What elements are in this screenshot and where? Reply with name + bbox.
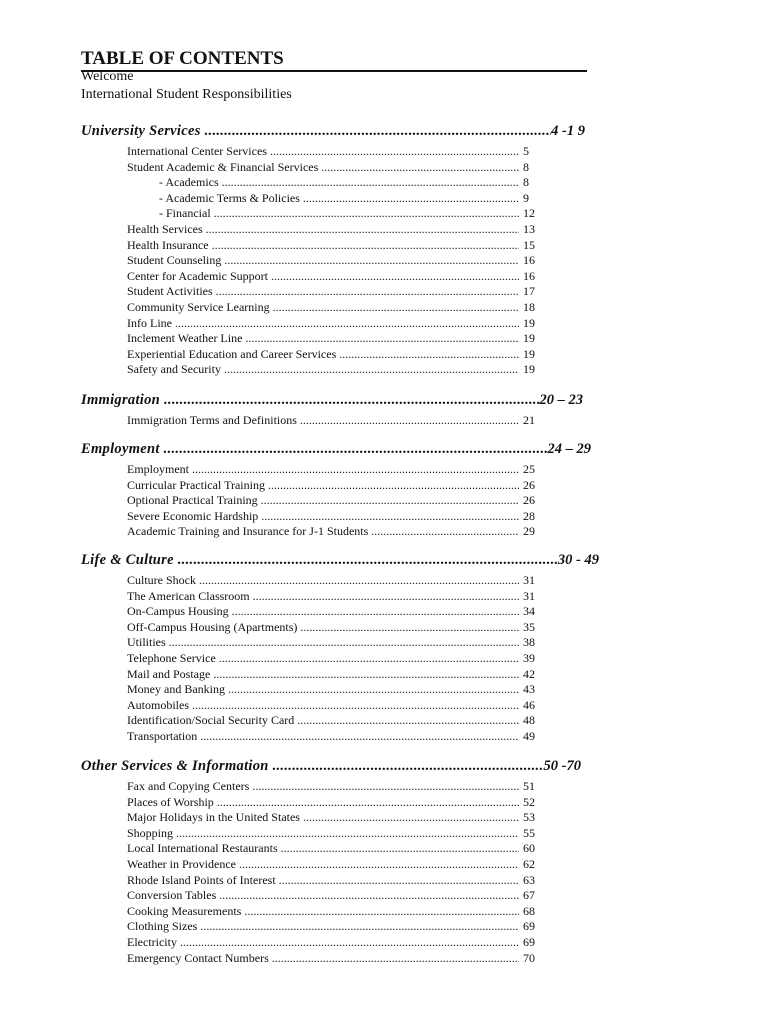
entry-list bbox=[127, 413, 583, 429]
section-heading-pages: 50 -70 bbox=[543, 758, 581, 774]
toc-entry-label: Conversion Tables ..... bbox=[127, 888, 519, 904]
toc-entry[interactable] bbox=[127, 175, 547, 191]
toc-entry[interactable] bbox=[127, 509, 547, 525]
toc-entry[interactable] bbox=[127, 478, 547, 494]
toc-entry[interactable] bbox=[127, 667, 547, 683]
toc-entry-label: Community Service Learning ..... bbox=[127, 300, 519, 316]
toc-entry-page: 29 bbox=[523, 524, 535, 539]
toc-entry-label: - Academic Terms & Policies ..... bbox=[159, 191, 519, 207]
toc-entry-label: Shopping ..... bbox=[127, 826, 519, 842]
toc-entry-label: Safety and Security ..... bbox=[127, 362, 519, 378]
toc-entry-label: International Center Services ..... bbox=[127, 144, 519, 160]
toc-entry[interactable] bbox=[127, 826, 547, 842]
toc-entry[interactable] bbox=[127, 651, 547, 667]
toc-entry-label: Student Activities ..... bbox=[127, 284, 519, 300]
entry-list bbox=[127, 779, 581, 966]
section-heading-pages: 30 - 49 bbox=[557, 552, 599, 568]
toc-entry-page: 28 bbox=[523, 508, 535, 523]
toc-entry-page: 12 bbox=[523, 206, 535, 221]
entry-list bbox=[127, 144, 585, 378]
section-heading[interactable] bbox=[81, 391, 583, 409]
toc-entry[interactable] bbox=[127, 160, 547, 176]
toc-entry-page: 8 bbox=[523, 159, 529, 174]
toc-entry[interactable] bbox=[127, 857, 547, 873]
toc-entry[interactable] bbox=[127, 919, 547, 935]
section-heading-pages: 20 – 23 bbox=[539, 392, 583, 408]
toc-entry-label: Utilities ..... bbox=[127, 635, 519, 651]
toc-entry-page: 69 bbox=[523, 934, 535, 949]
section-heading[interactable] bbox=[81, 440, 591, 458]
toc-entry-page: 15 bbox=[523, 237, 535, 252]
toc-entry-label: Weather in Providence ..... bbox=[127, 857, 519, 873]
section-heading-pages: 4 -1 9 bbox=[551, 123, 585, 139]
toc-entry-label: Cooking Measurements ..... bbox=[127, 904, 519, 920]
toc-entry[interactable] bbox=[127, 222, 547, 238]
toc-entry-page: 16 bbox=[523, 268, 535, 283]
toc-entry-label: Health Services ..... bbox=[127, 222, 519, 238]
toc-entry-label: Emergency Contact Numbers ..... bbox=[127, 951, 519, 967]
toc-entry-page: 69 bbox=[523, 919, 535, 934]
toc-entry[interactable] bbox=[127, 873, 547, 889]
toc-entry[interactable] bbox=[127, 573, 547, 589]
toc-entry[interactable] bbox=[127, 300, 547, 316]
toc-entry-label: Inclement Weather Line ..... bbox=[127, 331, 519, 347]
toc-entry-label: - Academics ..... bbox=[159, 175, 519, 191]
toc-entry-page: 53 bbox=[523, 810, 535, 825]
toc-entry[interactable] bbox=[127, 206, 547, 222]
section-employment bbox=[81, 440, 591, 540]
toc-entry-label: Rhode Island Points of Interest ..... bbox=[127, 873, 519, 889]
toc-entry-label: Employment ..... bbox=[127, 462, 519, 478]
intro-block bbox=[81, 68, 292, 104]
toc-entry-page: 18 bbox=[523, 299, 535, 314]
entry-list bbox=[127, 462, 591, 540]
toc-entry[interactable] bbox=[127, 795, 547, 811]
toc-entry[interactable] bbox=[127, 493, 547, 509]
toc-entry[interactable] bbox=[127, 362, 547, 378]
toc-entry[interactable] bbox=[127, 284, 547, 300]
toc-entry-page: 48 bbox=[523, 713, 535, 728]
toc-entry-page: 62 bbox=[523, 856, 535, 871]
toc-entry-page: 68 bbox=[523, 903, 535, 918]
section-heading[interactable] bbox=[81, 757, 581, 775]
toc-entry-page: 13 bbox=[523, 221, 535, 236]
toc-entry-page: 34 bbox=[523, 604, 535, 619]
section-heading-pages: 24 – 29 bbox=[547, 441, 591, 457]
toc-entry-label: Severe Economic Hardship ..... bbox=[127, 509, 519, 525]
toc-entry-page: 5 bbox=[523, 144, 529, 158]
toc-entry-label: - Financial ..... bbox=[159, 206, 519, 222]
toc-entry[interactable] bbox=[127, 462, 547, 478]
section-heading-label: Immigration ..... bbox=[81, 391, 540, 409]
toc-entry-label: Curricular Practical Training ..... bbox=[127, 478, 519, 494]
toc-entry-page: 38 bbox=[523, 635, 535, 650]
toc-entry-page: 19 bbox=[523, 331, 535, 346]
toc-entry-label: Off-Campus Housing (Apartments) ..... bbox=[127, 620, 519, 636]
toc-entry-page: 31 bbox=[523, 573, 535, 587]
toc-entry[interactable] bbox=[127, 779, 547, 795]
toc-entry-page: 51 bbox=[523, 779, 535, 793]
toc-entry-page: 9 bbox=[523, 190, 529, 205]
section-heading[interactable] bbox=[81, 551, 599, 569]
toc-entry[interactable] bbox=[127, 951, 547, 967]
entry-list bbox=[127, 573, 599, 745]
toc-entry-label: Culture Shock ..... bbox=[127, 573, 519, 589]
toc-entry-label: Fax and Copying Centers ..... bbox=[127, 779, 519, 795]
toc-entry[interactable] bbox=[127, 810, 547, 826]
toc-entry-label: Clothing Sizes ..... bbox=[127, 919, 519, 935]
intro-responsibilities: International Student Responsibilities bbox=[81, 87, 292, 102]
section-life-culture bbox=[81, 551, 599, 745]
toc-entry[interactable] bbox=[127, 253, 547, 269]
toc-entry-page: 42 bbox=[523, 666, 535, 681]
toc-entry-label: Places of Worship ..... bbox=[127, 795, 519, 811]
toc-entry[interactable] bbox=[127, 269, 547, 285]
toc-entry[interactable] bbox=[127, 698, 547, 714]
toc-entry-page: 16 bbox=[523, 253, 535, 268]
toc-entry-label: Major Holidays in the United States ..... bbox=[127, 810, 519, 826]
toc-entry-label: Electricity ..... bbox=[127, 935, 519, 951]
toc-entry[interactable] bbox=[127, 316, 547, 332]
toc-entry-label: Automobiles ..... bbox=[127, 698, 519, 714]
toc-entry-label: Identification/Social Security Card ..... bbox=[127, 713, 519, 729]
toc-entry-label: Money and Banking ..... bbox=[127, 682, 519, 698]
toc-entry-label: On-Campus Housing ..... bbox=[127, 604, 519, 620]
toc-entry-page: 31 bbox=[523, 588, 535, 603]
toc-entry-page: 52 bbox=[523, 794, 535, 809]
toc-entry-page: 26 bbox=[523, 477, 535, 492]
section-heading[interactable] bbox=[81, 122, 585, 140]
toc-entry[interactable] bbox=[127, 524, 547, 540]
toc-entry-label: Telephone Service ..... bbox=[127, 651, 519, 667]
toc-entry-page: 46 bbox=[523, 697, 535, 712]
toc-entry[interactable] bbox=[127, 713, 547, 729]
page-title: TABLE OF CONTENTS bbox=[81, 48, 587, 72]
intro-welcome: Welcome bbox=[81, 69, 134, 84]
toc-entry-page: 49 bbox=[523, 728, 535, 743]
toc-entry[interactable] bbox=[127, 620, 547, 636]
toc-entry-page: 21 bbox=[523, 413, 535, 427]
toc-entry-label: Immigration Terms and Definitions ..... bbox=[127, 413, 519, 429]
toc-entry[interactable] bbox=[127, 331, 547, 347]
toc-entry-label: Transportation ..... bbox=[127, 729, 519, 745]
toc-entry[interactable] bbox=[127, 682, 547, 698]
toc-entry-page: 39 bbox=[523, 650, 535, 665]
toc-entry-page: 26 bbox=[523, 493, 535, 508]
toc-entry-page: 70 bbox=[523, 950, 535, 965]
toc-entry-label: Local International Restaurants ..... bbox=[127, 841, 519, 857]
toc-entry-page: 19 bbox=[523, 315, 535, 330]
toc-entry[interactable] bbox=[127, 589, 547, 605]
toc-entry-page: 19 bbox=[523, 362, 535, 377]
toc-entry-page: 55 bbox=[523, 825, 535, 840]
toc-entry-page: 35 bbox=[523, 619, 535, 634]
section-heading-label: University Services ..... bbox=[81, 122, 551, 140]
section-immigration bbox=[81, 391, 583, 429]
toc-entry-label: Student Counseling ..... bbox=[127, 253, 519, 269]
toc-entry-label: Center for Academic Support ..... bbox=[127, 269, 519, 285]
toc-entry[interactable] bbox=[127, 144, 547, 160]
toc-entry-page: 67 bbox=[523, 888, 535, 903]
toc-entry-label: Mail and Postage ..... bbox=[127, 667, 519, 683]
toc-entry-page: 17 bbox=[523, 284, 535, 299]
toc-entry[interactable] bbox=[127, 904, 547, 920]
section-heading-label: Life & Culture ..... bbox=[81, 551, 558, 569]
section-other-services bbox=[81, 757, 581, 966]
toc-entry-label: Academic Training and Insurance for J-1 Students ..... bbox=[127, 524, 519, 540]
toc-entry-page: 25 bbox=[523, 462, 535, 476]
toc-entry-label: Student Academic & Financial Services ..... bbox=[127, 160, 519, 176]
toc-entry[interactable] bbox=[127, 238, 547, 254]
toc-entry-page: 63 bbox=[523, 872, 535, 887]
section-university-services bbox=[81, 122, 585, 378]
toc-entry[interactable] bbox=[127, 635, 547, 651]
toc-entry-label: Info Line ..... bbox=[127, 316, 519, 332]
toc-entry-page: 60 bbox=[523, 841, 535, 856]
toc-entry[interactable] bbox=[127, 604, 547, 620]
toc-entry[interactable] bbox=[127, 935, 547, 951]
toc-entry-label: Health Insurance ..... bbox=[127, 238, 519, 254]
toc-entry[interactable] bbox=[127, 347, 547, 363]
toc-entry[interactable] bbox=[127, 729, 547, 745]
toc-entry-label: Experiential Education and Career Services ..... bbox=[127, 347, 519, 363]
toc-entry-page: 8 bbox=[523, 175, 529, 190]
toc-entry-page: 43 bbox=[523, 682, 535, 697]
toc-entry[interactable] bbox=[127, 841, 547, 857]
section-heading-label: Other Services & Information ..... bbox=[81, 757, 544, 775]
section-heading-label: Employment ..... bbox=[81, 440, 548, 458]
toc-entry[interactable] bbox=[127, 191, 547, 207]
toc-entry-page: 19 bbox=[523, 346, 535, 361]
toc-entry-label: Optional Practical Training ..... bbox=[127, 493, 519, 509]
toc-entry[interactable] bbox=[127, 413, 547, 429]
toc-entry-label: The American Classroom ..... bbox=[127, 589, 519, 605]
toc-entry[interactable] bbox=[127, 888, 547, 904]
